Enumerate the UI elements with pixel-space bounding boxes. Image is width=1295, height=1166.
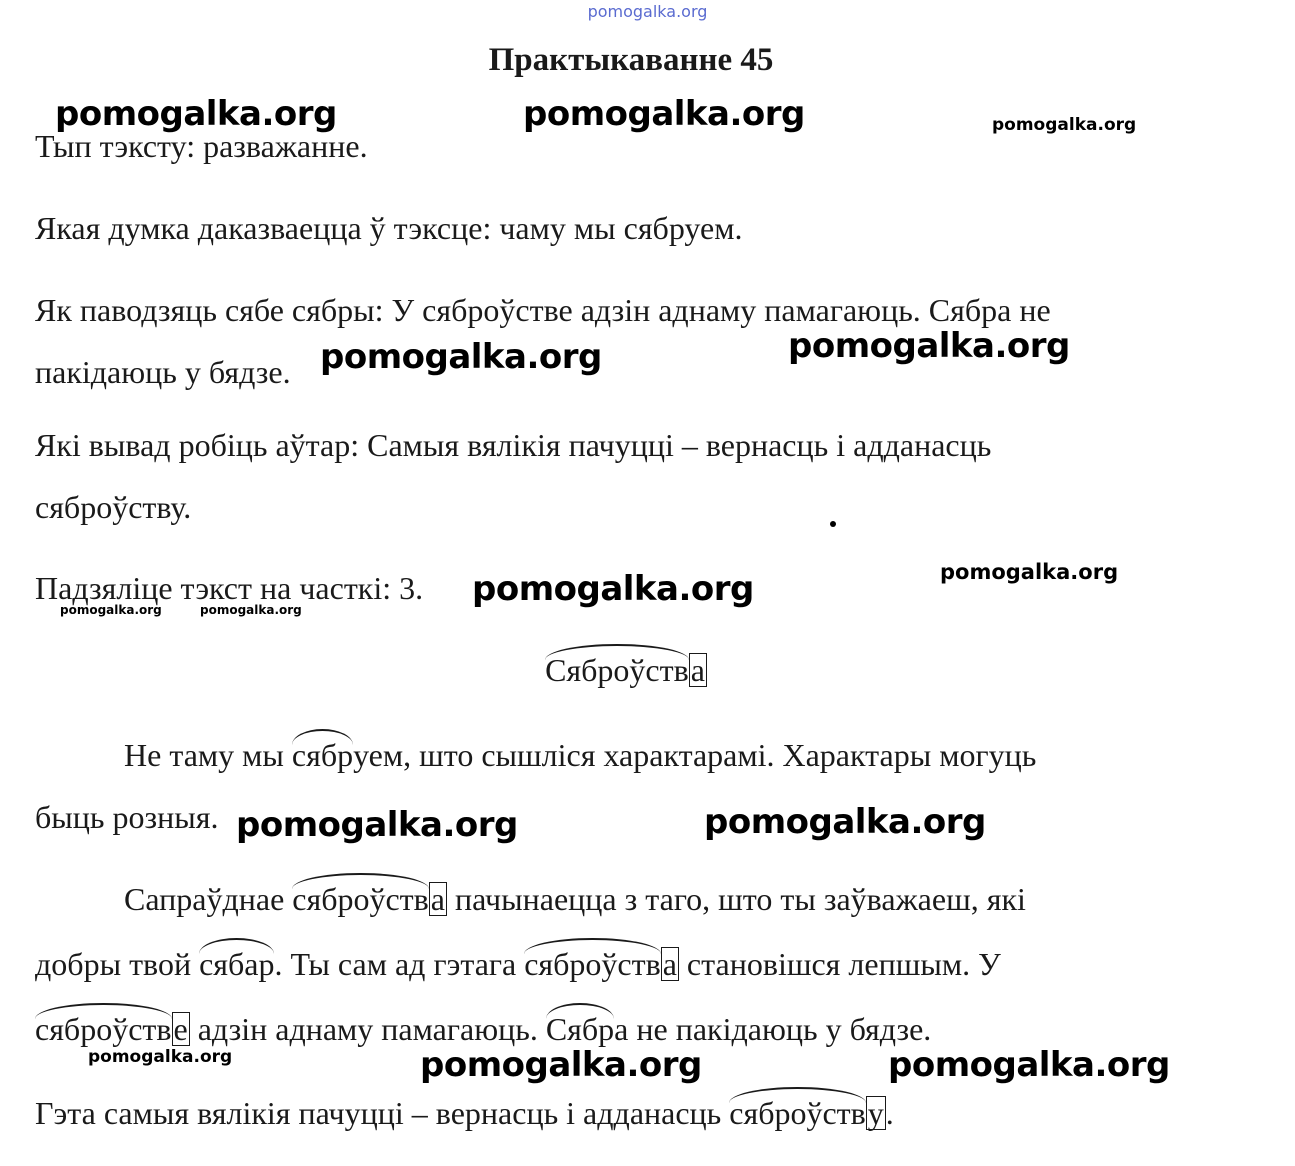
paragraph-2-line-2: [35, 944, 1001, 984]
watermark: pomogalka.org: [320, 337, 602, 377]
watermark: pomogalka.org: [992, 115, 1137, 135]
word-root-mark: сябар: [199, 946, 275, 982]
word-ending-mark: е: [173, 1011, 188, 1047]
watermark: pomogalka.org: [88, 1047, 233, 1067]
word-root-mark: сяброўств: [729, 1095, 866, 1131]
word-root-mark: сяброўств: [292, 881, 429, 917]
word-root-mark: Сябр: [545, 1011, 615, 1047]
answer-friends-behaviour-1: Як паводзяць сябе сябры: У сяброўстве адзін аднаму памагаюць. Сябра не: [35, 292, 1051, 328]
answer-main-idea: Якая думка даказваецца ў тэксце: чаму мы сябруем.: [35, 210, 743, 246]
stray-dot: [830, 521, 836, 527]
answer-conclusion-1: Які вывад робіць аўтар: Самыя вялікія пачуцці – вернасць і адданасць: [35, 427, 992, 463]
watermark-top: pomogalka.org: [587, 2, 708, 21]
answer-text-type: Тып тэксту: разважанне.: [35, 128, 368, 164]
watermark: pomogalka.org: [60, 603, 162, 617]
paragraph-2-line-3: [35, 1009, 931, 1049]
text-span: Сапраўднае: [124, 881, 293, 917]
paragraph-1-line-1: [124, 735, 1036, 775]
word-root-mark: Сяброўств: [545, 652, 689, 688]
watermark: pomogalka.org: [420, 1045, 702, 1085]
watermark: pomogalka.org: [236, 805, 518, 845]
text-span: добры твой: [35, 946, 200, 982]
text-span: Гэта самыя вялікія пачуцці – вернасць і адданасць: [35, 1095, 730, 1131]
watermark: pomogalka.org: [704, 802, 986, 842]
watermark: pomogalka.org: [200, 603, 302, 617]
watermark: pomogalka.org: [788, 326, 1070, 366]
word-ending-mark: а: [690, 652, 705, 688]
text-span: адзін аднаму памагаюць.: [189, 1011, 546, 1047]
paragraph-1-line-2: быць розныя.: [35, 799, 219, 835]
word-ending-mark: а: [430, 881, 445, 917]
word-ending-mark: а: [662, 946, 677, 982]
watermark: pomogalka.org: [472, 569, 754, 609]
paragraph-2-line-1: [124, 879, 1026, 919]
paragraph-3-line-1: [35, 1093, 894, 1133]
text-span: Не таму мы: [124, 737, 292, 773]
page-title: Практыкаванне 45: [488, 42, 774, 78]
text-heading: [0, 650, 1252, 690]
word-root-mark: сябр: [291, 737, 354, 773]
text-span: а не пакідаюць у бядзе.: [614, 1011, 932, 1047]
word-root-mark: сяброўств: [524, 946, 661, 982]
word-root-mark: сяброўств: [35, 1011, 172, 1047]
word-ending-mark: у: [867, 1095, 884, 1131]
answer-conclusion-2: сяброўству.: [35, 489, 192, 525]
watermark: pomogalka.org: [888, 1045, 1170, 1085]
text-span: . Ты сам ад гэтага: [274, 946, 525, 982]
text-span: уем, што сышліся характарамі. Характары могуць: [353, 737, 1037, 773]
answer-friends-behaviour-2: пакідаюць у бядзе.: [35, 354, 291, 390]
text-span: становішся лепшым. У: [678, 946, 1001, 982]
text-span: .: [885, 1095, 894, 1131]
watermark: pomogalka.org: [55, 94, 337, 134]
watermark: pomogalka.org: [523, 94, 805, 134]
answer-parts: Падзяліце тэкст на часткі: 3.: [35, 570, 424, 606]
watermark: pomogalka.org: [940, 560, 1119, 584]
text-span: пачынаецца з таго, што ты заўважаеш, які: [446, 881, 1026, 917]
